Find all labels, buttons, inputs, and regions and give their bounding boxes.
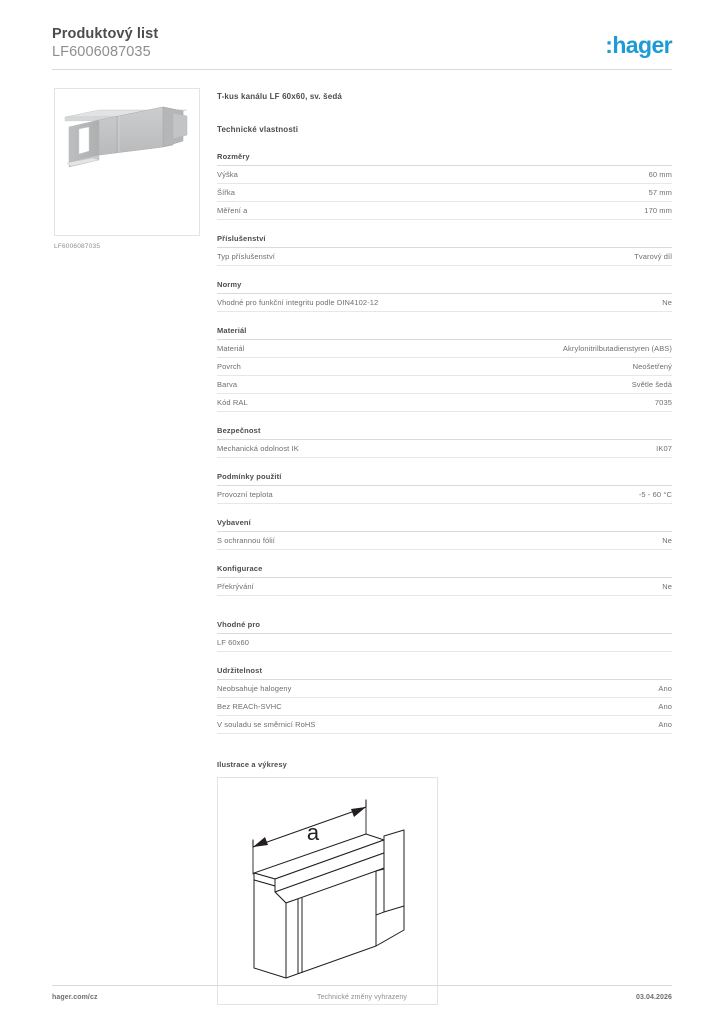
page-header [52,26,672,66]
spec-group-title: Udržitelnost [217,666,672,680]
spec-row [217,440,672,458]
spec-group [217,472,672,504]
spec-row-value: -5 - 60 °C [638,490,672,499]
spec-row-label: Šířka [217,188,236,197]
product-thumbnail [54,88,200,236]
page-footer [52,994,672,1008]
illustrations-title: Ilustrace a výkresy [217,760,287,769]
spec-row-value: Ne [662,536,672,545]
spec-group [217,666,672,734]
spec-group [217,620,672,652]
spec-row [217,394,672,412]
spec-row-label: Vhodné pro funkční integritu podle DIN4102-12 [217,298,379,307]
footer-divider [52,985,672,986]
footer-website[interactable]: hager.com/cz [52,994,98,1001]
spec-row-label: Výška [217,170,238,179]
spec-row-value: Ano [658,702,672,711]
section-title-technical-properties: Technické vlastnosti [217,125,299,134]
spec-row-label: Neobsahuje halogeny [217,684,292,693]
specification-groups [217,152,672,734]
spec-row [217,376,672,394]
spec-row-value: 60 mm [648,170,672,179]
spec-row-value: Ano [658,684,672,693]
spec-row-value: Akrylonitrilbutadienstyren (ABS) [562,344,672,353]
technical-drawing [217,777,438,1005]
spec-row [217,486,672,504]
spec-group-title: Materiál [217,326,672,340]
spec-row [217,166,672,184]
spec-group [217,518,672,550]
main-content [217,92,672,1005]
product-reference: LF6006087035 [52,44,151,60]
page-title: Produktový list [52,26,159,42]
spec-row [217,340,672,358]
footer-date: 03.04.2026 [635,994,672,1001]
spec-group [217,426,672,458]
spec-row [217,698,672,716]
spec-group [217,234,672,266]
spec-row-value: Neošetřený [632,362,672,371]
spec-row-label: Kód RAL [217,398,248,407]
spec-group-title: Bezpečnost [217,426,672,440]
spec-row-value: Ano [658,720,672,729]
spec-row [217,578,672,596]
spec-group-title: Konfigurace [217,564,672,578]
spec-row-value: 170 mm [644,206,672,215]
spec-row-label: S ochrannou fólií [217,536,275,545]
spec-group-title: Příslušenství [217,234,672,248]
spec-row [217,532,672,550]
footer-disclaimer: Technické změny vyhrazeny [316,994,408,1001]
spec-group-title: Podmínky použití [217,472,672,486]
spec-row [217,202,672,220]
spec-row-value: 57 mm [648,188,672,197]
spec-row [217,248,672,266]
spec-row-value: Ne [662,298,672,307]
spec-row-label: Bez REACh-SVHC [217,702,282,711]
spec-row-value: 7035 [654,398,672,407]
spec-row-label: Barva [217,380,238,389]
spec-row-label: Mechanická odolnost IK [217,444,299,453]
spec-row-label: V souladu se směrnicí RoHS [217,720,316,729]
spec-group-title: Normy [217,280,672,294]
spec-row [217,716,672,734]
spec-group [217,326,672,412]
product-thumbnail-caption: LF6006087035 [54,243,101,250]
spec-row-value: Tvarový díl [634,252,672,261]
spec-row [217,634,672,652]
spec-row [217,358,672,376]
dimension-label-a: a [306,820,320,845]
spec-row-label: Provozní teplota [217,490,273,499]
spec-row-label: Povrch [217,362,241,371]
spec-row-value: IK07 [656,444,672,453]
spec-group-title: Vhodné pro [217,620,672,634]
spec-row-value: Světle šedá [631,380,672,389]
spec-row [217,680,672,698]
spec-row-label: Typ příslušenství [217,252,275,261]
spec-group-title: Rozměry [217,152,672,166]
hager-logo: :hager [605,32,672,58]
spec-row-label: LF 60x60 [217,638,250,647]
spec-group-title: Vybavení [217,518,672,532]
spec-row-label: Měření a [217,206,248,215]
spec-row [217,294,672,312]
spec-row [217,184,672,202]
spec-row-label: Překrývání [217,582,254,591]
spec-row-label: Materiál [217,344,245,353]
spec-group [217,564,672,596]
spec-group [217,280,672,312]
product-name: T-kus kanálu LF 60x60, sv. šedá [217,92,343,101]
spec-group [217,152,672,220]
header-divider [52,69,672,70]
spec-row-value: Ne [662,582,672,591]
